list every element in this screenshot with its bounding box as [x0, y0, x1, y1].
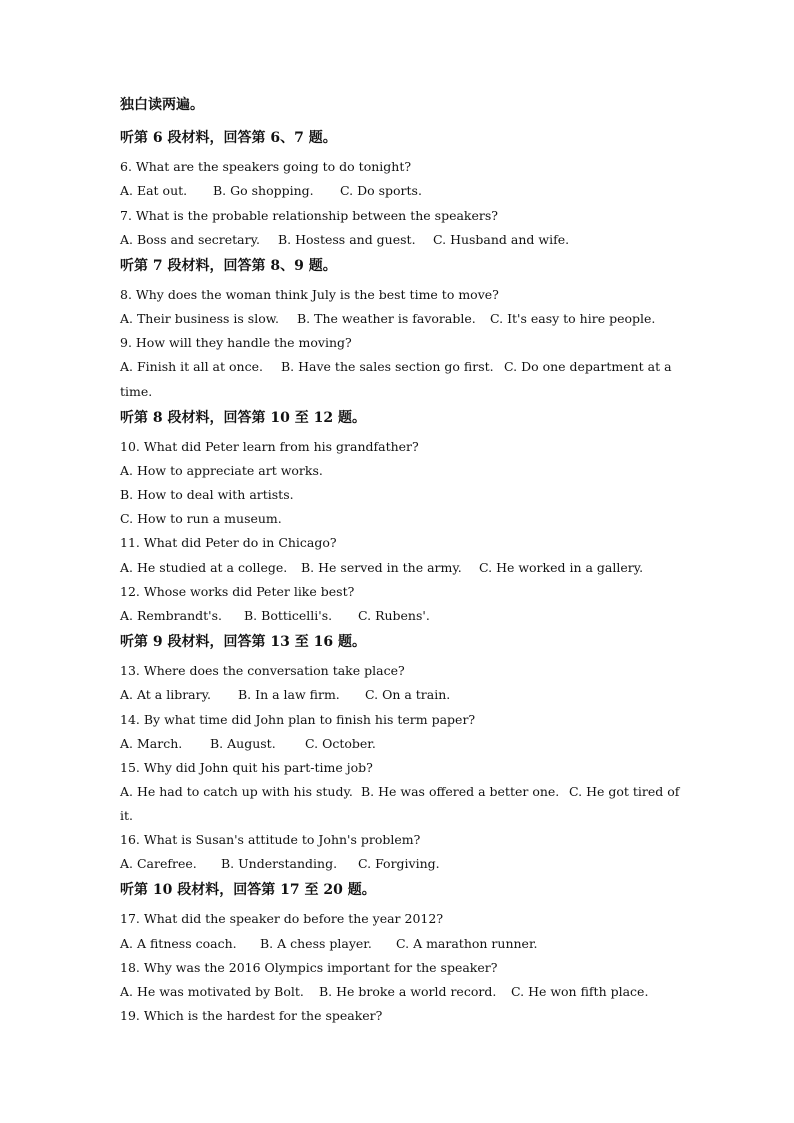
option-a: A. He had to catch up with his study. [120, 784, 353, 799]
section-header: 听第 10 段材料，回答第 17 至 20 题。 [120, 882, 376, 898]
option-b: B. Go shopping. [213, 183, 314, 198]
section-header: 听第 9 段材料，回答第 13 至 16 题。 [120, 634, 366, 650]
option-b: B. He broke a world record. [319, 984, 497, 999]
question-text: 6. What are the speakers going to do tonight? [120, 159, 412, 174]
option-c: C. A marathon runner. [396, 936, 538, 951]
option-b: B. He served in the army. [301, 560, 462, 575]
option-c: C. Do one department at a [504, 359, 672, 374]
option-b: B. Understanding. [221, 856, 338, 871]
option-b: B. He was offered a better one. [361, 784, 560, 799]
question-text: 19. Which is the hardest for the speaker? [120, 1008, 383, 1023]
option-b: B. Botticelli's. [244, 608, 333, 623]
option-c: C. Do sports. [340, 183, 422, 198]
option-c: C. He got tired of [569, 784, 680, 799]
option-c: C. How to run a museum. [120, 511, 282, 526]
option-c: C. On a train. [365, 687, 451, 702]
option-b: B. Hostess and guest. [278, 232, 416, 247]
option-b: B. A chess player. [260, 936, 372, 951]
option-b: B. How to deal with artists. [120, 487, 294, 502]
option-b: B. The weather is favorable. [297, 311, 476, 326]
option-a: A. At a library. [120, 687, 211, 702]
question-text: 13. Where does the conversation take place? [120, 663, 405, 678]
question-text: 15. Why did John quit his part-time job? [120, 760, 373, 775]
option-c: C. Forgiving. [358, 856, 440, 871]
option-c: C. He worked in a gallery. [479, 560, 644, 575]
question-text: 10. What did Peter learn from his grandfather? [120, 439, 419, 454]
option-a: A. Boss and secretary. [120, 232, 260, 247]
question-text: 12. Whose works did Peter like best? [120, 584, 355, 599]
question-text: 7. What is the probable relationship between the speakers? [120, 208, 498, 223]
section-header: 听第 8 段材料，回答第 10 至 12 题。 [120, 410, 366, 426]
option-a: A. Rembrandt's. [120, 608, 222, 623]
option-a: A. Their business is slow. [120, 311, 279, 326]
question-text: 16. What is Susan's attitude to John's problem? [120, 832, 421, 847]
option-a: A. Finish it all at once. [120, 359, 263, 374]
option-c: C. Rubens'. [358, 608, 430, 623]
question-text: 17. What did the speaker do before the year 2012? [120, 911, 444, 926]
section-header: 听第 7 段材料，回答第 8、9 题。 [120, 258, 337, 274]
option-c: C. October. [305, 736, 376, 751]
option-continuation: it. [120, 808, 133, 823]
option-a: A. How to appreciate art works. [120, 463, 323, 478]
question-text: 11. What did Peter do in Chicago? [120, 535, 337, 550]
option-a: A. March. [120, 736, 183, 751]
option-c: C. Husband and wife. [433, 232, 570, 247]
section-header: 听第 6 段材料，回答第 6、7 题。 [120, 130, 337, 146]
option-b: B. August. [210, 736, 276, 751]
option-b: B. In a law firm. [238, 687, 340, 702]
option-c: C. It's easy to hire people. [490, 311, 656, 326]
option-c: C. He won fifth place. [511, 984, 649, 999]
option-a: A. Eat out. [120, 183, 188, 198]
question-text: 8. Why does the woman think July is the best time to move? [120, 287, 499, 302]
option-a: A. Carefree. [120, 856, 197, 871]
option-a: A. He studied at a college. [120, 560, 288, 575]
option-b: B. Have the sales section go first. [281, 359, 494, 374]
option-a: A. He was motivated by Bolt. [120, 984, 304, 999]
option-a: A. A fitness coach. [120, 936, 237, 951]
option-continuation: time. [120, 384, 153, 399]
intro-text: 独白读两遍。 [120, 97, 204, 113]
question-text: 9. How will they handle the moving? [120, 335, 352, 350]
question-text: 14. By what time did John plan to finish his term paper? [120, 712, 476, 727]
question-text: 18. Why was the 2016 Olympics important for the speaker? [120, 960, 498, 975]
